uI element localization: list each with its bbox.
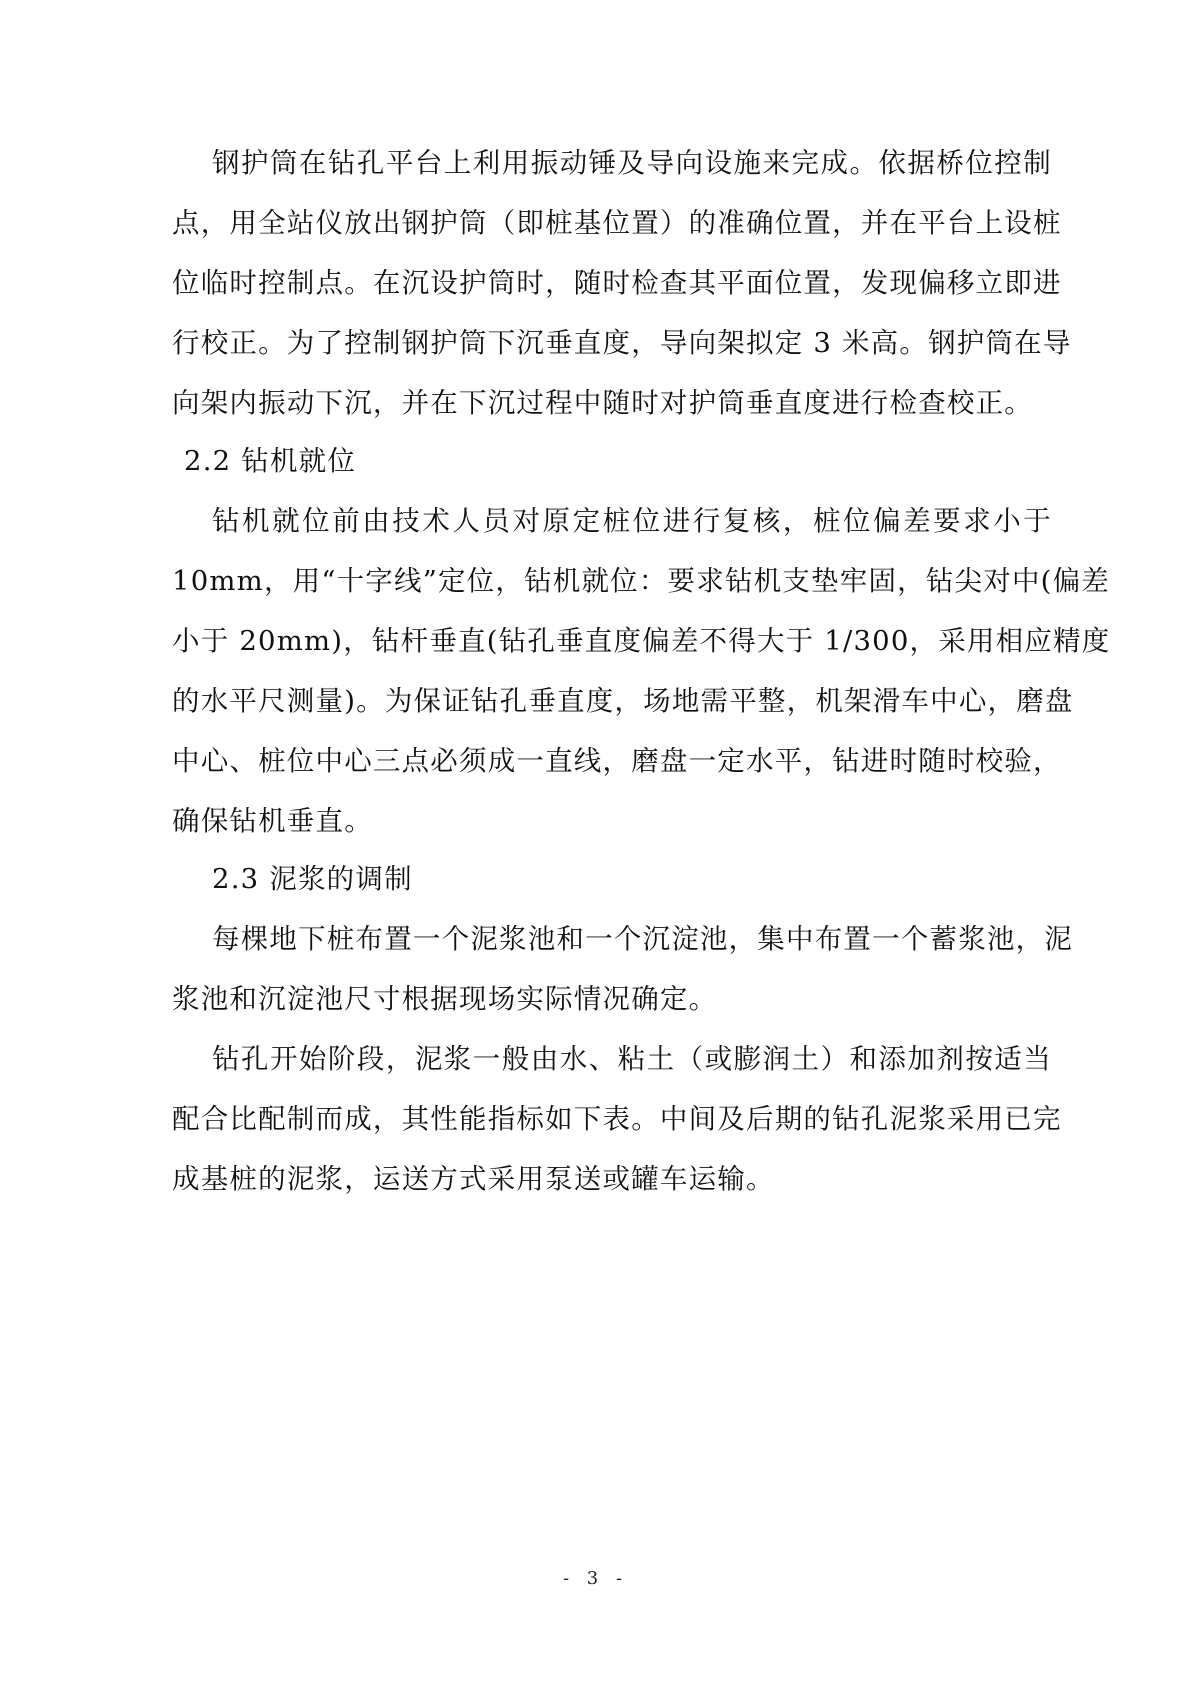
paragraph-line: 配合比配制而成，其性能指标如下表。中间及后期的钻孔泥浆采用已完 bbox=[172, 1103, 1062, 1135]
paragraph-line: 小于 20mm)，钻杆垂直(钻孔垂直度偏差不得大于 1/300，采用相应精度 bbox=[172, 625, 1111, 657]
paragraph-line: 钢护筒在钻孔平台上利用振动锤及导向设施来完成。依据桥位控制 bbox=[212, 147, 1052, 179]
paragraph-line: 行校正。为了控制钢护筒下沉垂直度，导向架拟定 3 米高。钢护筒在导 bbox=[172, 327, 1072, 359]
paragraph-line: 向架内振动下沉，并在下沉过程中随时对护筒垂直度进行检查校正。 bbox=[172, 387, 1033, 419]
section-heading: 2.3 泥浆的调制 bbox=[212, 863, 413, 895]
paragraph-line: 位临时控制点。在沉设护筒时，随时检查其平面位置，发现偏移立即进 bbox=[172, 267, 1062, 299]
paragraph-line: 的水平尺测量)。为保证钻孔垂直度，场地需平整，机架滑车中心，磨盘 bbox=[172, 685, 1074, 717]
section-heading: 2.2 钻机就位 bbox=[184, 445, 357, 477]
paragraph-line: 浆池和沉淀池尺寸根据现场实际情况确定。 bbox=[172, 983, 718, 1015]
paragraph-line: 成基桩的泥浆，运送方式采用泵送或罐车运输。 bbox=[172, 1163, 775, 1195]
paragraph-line: 确保钻机垂直。 bbox=[172, 805, 373, 837]
paragraph-line: 钻孔开始阶段，泥浆一般由水、粘土（或膨润土）和添加剂按适当 bbox=[212, 1043, 1052, 1075]
paragraph-line: 每棵地下桩布置一个泥浆池和一个沉淀池，集中布置一个蓄浆池，泥 bbox=[212, 923, 1073, 955]
page-number: - 3 - bbox=[562, 1568, 629, 1589]
paragraph-line: 中心、桩位中心三点必须成一直线，磨盘一定水平，钻进时随时校验， bbox=[172, 745, 1062, 777]
paragraph-line: 点，用全站仪放出钢护筒（即桩基位置）的准确位置，并在平台上设桩 bbox=[172, 207, 1062, 239]
paragraph-line: 钻机就位前由技术人员对原定桩位进行复核，桩位偏差要求小于 bbox=[212, 505, 1052, 537]
paragraph-line: 10mm，用“十字线”定位，钻机就位：要求钻机支垫牢固，钻尖对中(偏差 bbox=[172, 565, 1110, 597]
